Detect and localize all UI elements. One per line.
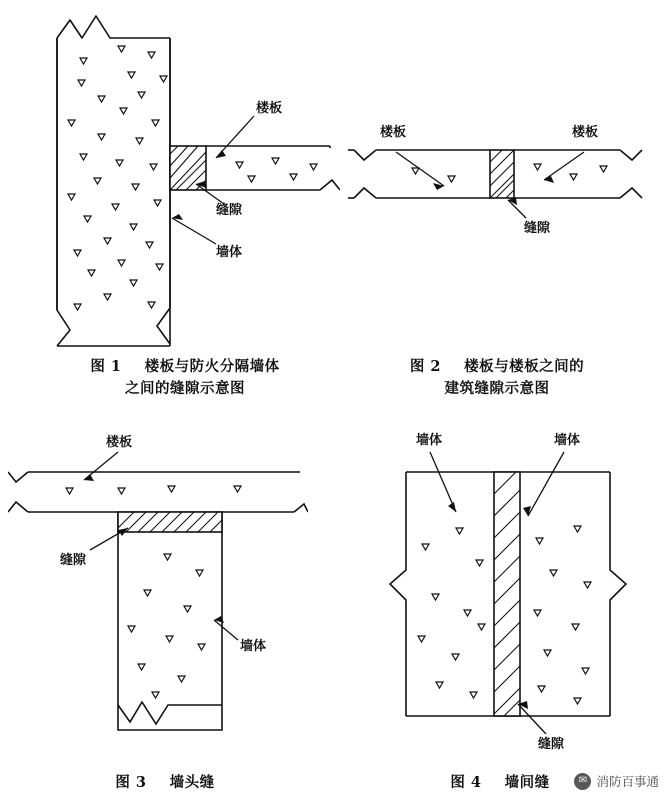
figure-4-number: 图 4: [450, 774, 482, 791]
label-floor-slab: 楼板: [106, 435, 133, 450]
watermark: [574, 772, 659, 790]
figure-3-drawing: [8, 430, 308, 750]
label-gap: 缝隙: [538, 737, 565, 752]
figure-4-caption: [400, 772, 600, 794]
label-wall-left: 墙体: [416, 433, 443, 448]
figure-1-caption-line1: 楼板与防火分隔墙体: [144, 358, 280, 375]
watermark-text: 消防百事通: [596, 774, 659, 789]
figure-2-drawing: [348, 110, 648, 250]
label-wall: 墙体: [240, 639, 267, 654]
figure-1-caption: [40, 356, 330, 401]
wechat-icon: ✉: [574, 773, 591, 790]
label-gap: 缝隙: [60, 553, 87, 568]
label-wall: 墙体: [216, 245, 243, 260]
figure-4-caption-line1: 墙间缝: [504, 774, 550, 791]
figure-2: [348, 110, 648, 250]
figure-1-drawing: [20, 8, 340, 348]
label-floor-slab-right: 楼板: [572, 125, 599, 140]
figure-2-caption: [352, 356, 642, 401]
figure-4: [378, 424, 658, 754]
label-floor-slab: 楼板: [256, 101, 283, 116]
figure-2-caption-line1: 楼板与楼板之间的: [464, 358, 585, 375]
label-floor-slab-left: 楼板: [380, 125, 407, 140]
figure-1-number: 图 1: [90, 358, 122, 375]
label-gap: 缝隙: [216, 203, 243, 218]
label-wall-right: 墙体: [554, 433, 581, 448]
figure-1: [20, 8, 340, 348]
figure-2-caption-line2: 建筑缝隙示意图: [444, 380, 550, 398]
figure-4-drawing: [378, 424, 658, 754]
figure-3-caption-line1: 墙头缝: [169, 774, 215, 791]
label-gap: 缝隙: [524, 221, 551, 236]
figure-2-number: 图 2: [409, 358, 441, 375]
figure-3: [8, 430, 308, 750]
figure-1-caption-line2: 之间的缝隙示意图: [125, 380, 245, 398]
figure-3-caption: [50, 772, 280, 794]
figure-3-number: 图 3: [115, 774, 147, 791]
